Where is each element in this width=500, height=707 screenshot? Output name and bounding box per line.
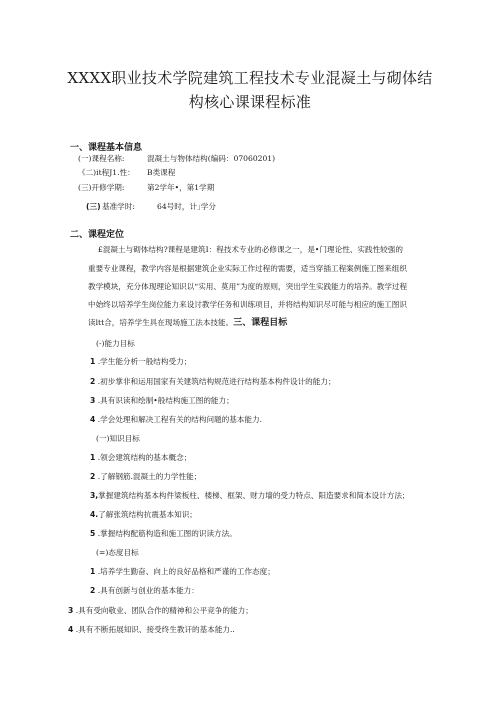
section-3-heading: 三、课程目标 xyxy=(233,318,288,328)
info-semester-label: (三)开修学期: xyxy=(78,183,125,192)
info-hours-label-num: (三) xyxy=(86,202,101,211)
info-course-type-label: 《二)it程J1.性： xyxy=(78,168,135,177)
document-title-line-1: XXXX职业技术学院建筑工程技术专业混凝土与砌体结 xyxy=(67,69,433,87)
info-course-name-label: (一)课程名称: xyxy=(78,154,125,163)
ability-item-4: 4 .学会处理和解决工程有关的结构问题的基本能力. xyxy=(90,415,263,424)
attitude-heading: (=)态度目标 xyxy=(96,548,139,557)
info-semester-value: 第2学年•，第1学期 xyxy=(147,183,215,192)
knowledge-item-4: 4.了解张筑结构抗震基本知识； xyxy=(90,510,197,519)
attitude-item-1: 1 .培养学生勤奋、向上的良好品格和严谨的工作态度； xyxy=(90,567,275,576)
section-2-heading: 二、课程定位 xyxy=(70,230,125,240)
ability-item-1: 1 .学生能分析一般结构受力； xyxy=(90,357,192,366)
ability-heading: (-)能力目标 xyxy=(96,339,135,348)
info-course-name-value: 混凝土与物体结构(编码：07060201) xyxy=(147,154,276,163)
knowledge-item-1: 1 .领会建筑结构的基本概念； xyxy=(90,453,192,462)
section-2-para-line-2: 重要专业课程，教学内容是根据建筑企业实际工作过程的需要，适当穿插工程案例施工图来组织 xyxy=(88,264,407,273)
info-hours-label: 基准学时: xyxy=(102,202,135,211)
knowledge-heading: (一)知识目标 xyxy=(96,434,140,443)
attitude-item-3: 3 .具有受向敬业、团队合作的精神和公平竞争的能力； xyxy=(68,606,253,615)
attitude-item-4: 4 .具有不断拓展知识、接受终生教讦的基本能力.. xyxy=(68,625,235,634)
knowledge-item-2: 2 .了解钢筋.混凝土的力学性能； xyxy=(90,472,202,481)
section-2-para-line-3: 教学模块，充分体现理论知识以“实用、莫用”为度的原则，突出学生实践能力的培养。教学过程 xyxy=(88,282,408,291)
info-course-type-value: B类课程 xyxy=(147,168,176,177)
section-2-para-line-4: 中始终以培养学生岗位能力来设讨教学任务和训练项目，并将结构知识尽可能与相应的施工图识 xyxy=(88,300,407,309)
ability-item-2: 2 .初步掌非和运用国家有关建筑结构规范进行结构基本构件设计的能力； xyxy=(90,377,336,386)
info-hours-value: 64号时，计｣学分 xyxy=(157,202,217,211)
attitude-item-2: 2 .具有创新与创业的基本能力： xyxy=(90,586,199,595)
knowledge-item-3: 3,掌握建筑结构基本构件梁板柱、楼梯、框架、财力墙的受力特点、阳造要求和简本设计方法； xyxy=(90,491,410,500)
section-2-para-line-1: £混凝土与砌体结构?课程是建筑I：程技术专业的必修课之一，是•门理论性、实践性较强的 xyxy=(98,245,403,254)
ability-item-3: 3 .具有识读和绘制•般结构施工图的能力； xyxy=(90,396,234,405)
section-2-para-text: 读ltt合，培养学生具在现场施工法本技能。 xyxy=(88,318,234,327)
section-2-para-line-5 xyxy=(88,317,287,329)
knowledge-item-5: 5 .掌握结构配筋构造和施工图的识读方法。 xyxy=(90,529,237,538)
section-1-heading: 一、课程基本信息 xyxy=(70,143,143,153)
document-title-line-2: 构核心课课程标准 xyxy=(188,93,312,111)
